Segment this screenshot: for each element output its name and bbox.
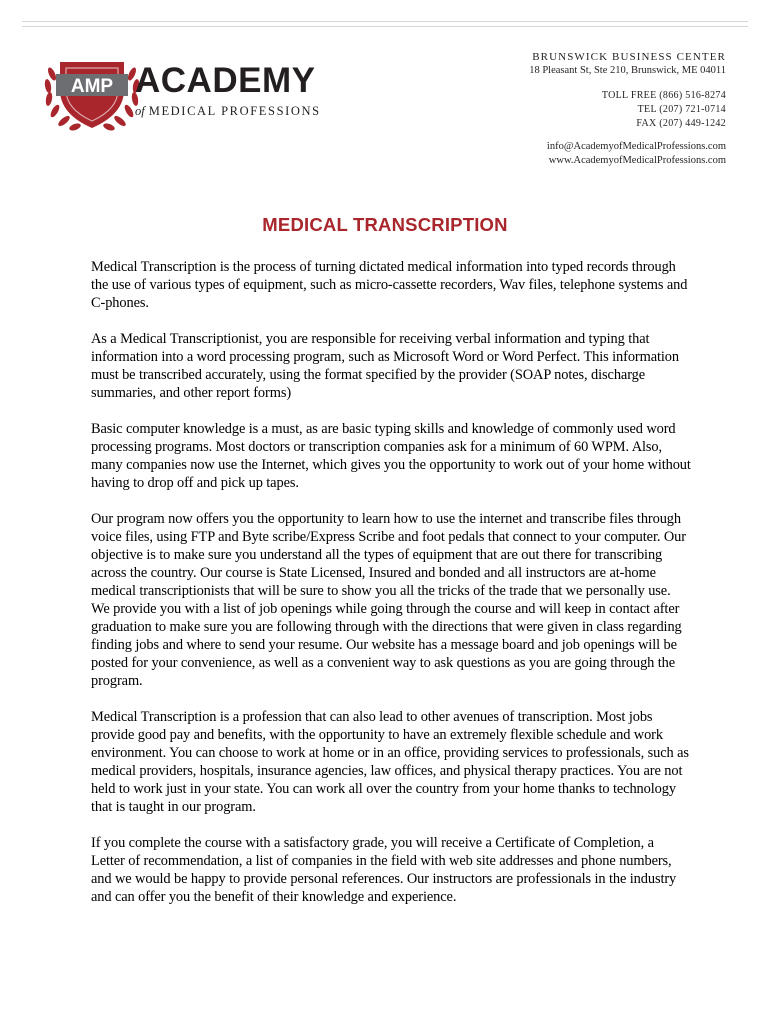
paragraph: As a Medical Transcriptionist, you are responsible for receiving verbal information and typing that information into a word processing program, such as Microsoft Word or Word Perfect. This information must be transcribed accurately, using the format specified by the provider (SOAP notes, discharge summaries, and other report forms) [91,331,679,401]
top-divider [22,21,748,22]
tel-number: TEL (207) 721-0714 [637,104,726,115]
top-divider-second [22,26,748,27]
logo-name: ACADEMY [135,61,316,100]
email-link[interactable]: info@AcademyofMedicalProfessions.com [546,141,726,152]
business-address: 18 Pleasant St, Ste 210, Brunswick, ME 04011 [529,65,726,76]
document-body [91,258,691,924]
paragraph: Medical Transcription is a profession that can also lead to other avenues of transcription. Most jobs provide good pay and benefits, with the opportunity to have an extremely flexible schedule and work environment. You can choose to work at home or in an office, providing services to professionals, such as medical providers, hospitals, insurance agencies, law offices, and physical therapy practices. You are not held to work just in your state. You can work all over the country from your home thanks to technology that is taught in our program. [91,709,689,815]
logo-subtitle [135,104,321,119]
logo-sub-rest: MEDICAL PROFESSIONS [148,104,321,118]
paragraph: If you complete the course with a satisfactory grade, you will receive a Certificate of Completion, a Letter of recommendation, a list of companies in the field with web site addresses and phone numbers, and we would be happy to provide personal references. Our instructors are professionals in the industry and can offer you the benefit of their knowledge and experience. [91,835,677,905]
paragraph: Medical Transcription is the process of turning dictated medical information into typed records through the use of various types of equipment, such as micro-cassette recorders, Wav files, telephone systems and C-phones. [91,259,688,311]
logo-badge-text: AMP [70,76,114,97]
contact-block [529,50,726,168]
document-title: MEDICAL TRANSCRIPTION [262,214,508,235]
business-center-name: BRUNSWICK BUSINESS CENTER [532,51,726,63]
toll-free-number: TOLL FREE (866) 516-8274 [601,90,726,101]
web-contacts [529,140,726,168]
paragraph: Our program now offers you the opportunity to learn how to use the internet and transcribe files through voice files, using FTP and Byte scribe/Express Scribe and foot pedals that connect to your computer. Our objective is to make sure you understand all the types of equipment that are out there for transcribing across the country. Our course is State Licensed, Insured and bonded and all instructors are at-home medical transcriptionists that will be sure to show you all the tricks of the trade that we personally use. We provide you with a list of job openings while going through the course and will keep in contact after graduation to make sure you are following through with the directions that were given in class regarding finding jobs and where to send your resume. Our website has a message board and job openings will be posted for your convenience, as well as a convenient way to ask questions as you are going through the program. [91,511,686,689]
fax-number: FAX (207) 449-1242 [636,118,726,129]
paragraph: Basic computer knowledge is a must, as are basic typing skills and knowledge of commonly used word processing programs. Most doctors or transcription companies ask for a minimum of 60 WPM. Also, many companies now use the Internet, which gives you the opportunity to work out of your home without having to drop off and pick up tapes. [91,421,691,491]
logo-wordmark [135,62,321,119]
phone-numbers [529,89,726,131]
logo-sub-of: of [135,104,145,118]
website-link[interactable]: www.AcademyofMedicalProfessions.com [548,155,726,166]
